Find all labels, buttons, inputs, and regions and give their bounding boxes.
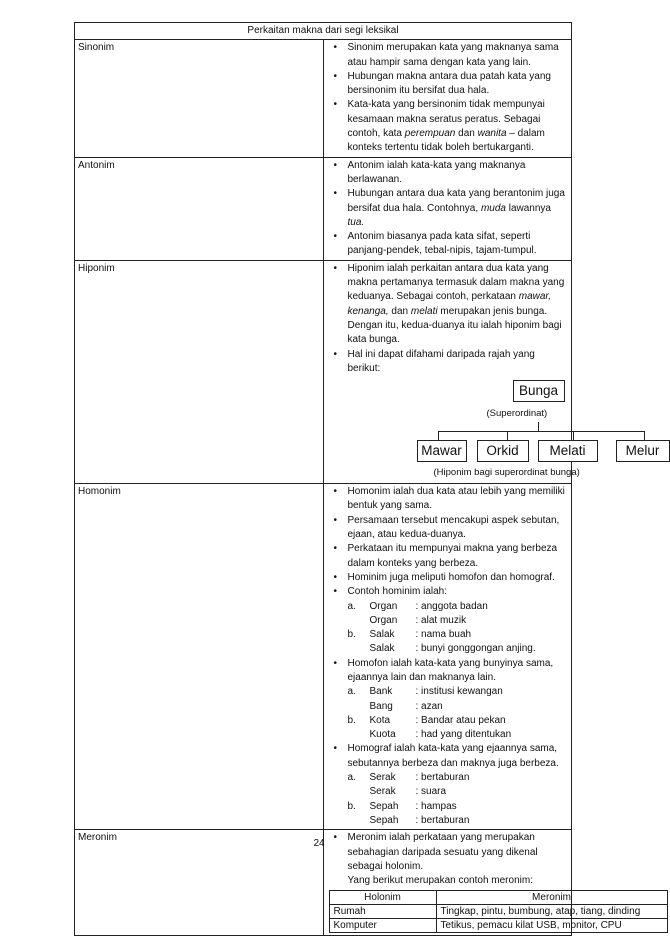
example-list: [348, 771, 569, 828]
diagram-child-box: Melati: [538, 440, 598, 462]
example-marker: [348, 642, 370, 656]
text: • Meronim ialah perkataan yang merupakan sebahagian daripada sesuatu yang dikenal sebagai holonim.: [347, 832, 538, 872]
antonim-bullet-3: • Antonim biasanya pada kata sifat, seperti panjang-pendek, tebal-nipis, tajam-tumpul.: [348, 230, 569, 259]
homonim-bullet-5: [348, 585, 569, 656]
homonim-bullet-4: • Hominim juga meliputi homofon dan homograf.: [348, 571, 569, 585]
example-marker: b.: [347, 629, 356, 641]
text: Yang berikut merupakan contoh meronim:: [347, 875, 533, 887]
term-meronim: Meronim: [75, 830, 324, 936]
example-marker: b.: [347, 714, 356, 726]
connector-line: [507, 431, 508, 440]
table-cell: Tetikus, pemacu kilat USB, monitor, CPU: [436, 919, 667, 933]
example-word: tua.: [347, 216, 365, 228]
example-marker: [348, 614, 370, 628]
table-title: Perkaitan makna dari segi leksikal: [75, 23, 572, 40]
desc-sinonim: [323, 40, 572, 157]
example-marker: [348, 814, 370, 828]
term-antonim: Antonim: [75, 157, 324, 260]
text: Hiponim ialah perkaitan antara dua kata yang makna pertamanya termasuk dalam makna yang keduanya. Sebagai contoh, perkataan: [347, 262, 565, 303]
table-row: [329, 919, 667, 933]
example-word: Serak: [369, 786, 396, 798]
hyponym-diagram: [327, 378, 660, 482]
text: lawannya: [505, 202, 551, 214]
example-word: melati: [410, 305, 438, 317]
hiponim-bullet-2: • Hal ini dapat difahami daripada rajah yang berikut:: [348, 348, 569, 377]
example-word: Kuota: [369, 729, 396, 741]
homonim-bullet-3: • Perkataan itu mempunyai makna yang berbeza dalam konteks yang berbeza.: [348, 542, 569, 571]
homonim-bullet-7: [348, 742, 569, 828]
example-meaning: : alat muzik: [415, 614, 467, 626]
text: Hubungan antara dua kata yang berantonim juga bersifat dua hala. Contohnya,: [347, 188, 565, 214]
term-hiponim: Hiponim: [75, 260, 324, 483]
example-word: mawar, kenanga,: [347, 291, 551, 317]
example-word: muda: [480, 202, 506, 214]
example-list: [348, 600, 569, 657]
example-word: Kota: [369, 714, 391, 726]
table-cell: Komputer: [329, 919, 436, 933]
example-marker: b.: [347, 800, 356, 812]
table-cell: Rumah: [329, 905, 436, 919]
example-meaning: : Bandar atau pekan: [415, 714, 506, 726]
table-header-row: [329, 891, 667, 905]
hiponim-bullet-1: [348, 262, 569, 348]
example-marker: [348, 785, 370, 799]
text: dan: [455, 128, 478, 140]
column-header: Meronim: [436, 891, 667, 905]
row-sinonim: [75, 40, 572, 157]
diagram-child-box: Melur: [616, 440, 670, 462]
example-word: Salak: [369, 643, 395, 655]
page-number: 24: [313, 838, 325, 849]
example-word: Organ: [369, 614, 398, 626]
example-word: Serak: [369, 772, 396, 784]
antonim-bullet-1: • Antonim ialah kata-kata yang maknanya berlawanan.: [348, 159, 569, 188]
sinonim-bullet-3: [348, 98, 569, 155]
diagram-root-label: (Superordinat): [486, 408, 548, 420]
text: dan: [388, 305, 411, 317]
homonim-bullet-6: [348, 657, 569, 743]
example-meaning: : institusi kewangan: [415, 686, 503, 698]
example-meaning: : anggota badan: [415, 600, 488, 612]
example-word: Bank: [369, 686, 393, 698]
example-meaning: : hampas: [415, 800, 457, 812]
sinonim-bullet-1: • Sinonim merupakan kata yang maknanya sama atau hampir sama dengan kata yang lain.: [348, 41, 569, 70]
table-row: [329, 905, 667, 919]
row-antonim: [75, 157, 572, 260]
text: • Contoh hominim ialah:: [347, 586, 447, 598]
example-word: Bang: [369, 700, 393, 712]
connector-line: [438, 431, 439, 440]
connector-line: [644, 431, 645, 440]
term-sinonim: Sinonim: [75, 40, 324, 157]
row-hiponim: [75, 260, 572, 483]
lexical-meaning-table: [74, 22, 660, 936]
example-marker: a.: [347, 600, 356, 612]
connector-line: [573, 431, 574, 440]
document-page: [74, 22, 660, 936]
example-marker: [348, 700, 370, 714]
connector-line: [538, 422, 539, 431]
diagram-child-box: Mawar: [417, 440, 467, 462]
desc-antonim: [323, 157, 572, 260]
text: Kata-kata yang bersinonim tidak mempunyai kesamaan makna seratus peratus. Sebagai contoh, kata: [347, 99, 545, 140]
example-meaning: : bunyi gonggongan anjing.: [415, 643, 536, 655]
example-meaning: : had yang ditentukan: [415, 729, 512, 741]
term-homonim: Homonim: [75, 484, 324, 830]
table-cell: Tingkap, pintu, bumbung, atap, tiang, dinding: [436, 905, 667, 919]
column-header: Holonim: [329, 891, 436, 905]
text: merupakan jenis bunga. Dengan itu, kedua-duanya itu ialah hiponim bagi kata bunga.: [347, 305, 562, 346]
desc-homonim: [323, 484, 572, 830]
example-list: [348, 685, 569, 742]
diagram-children-label: (Hiponim bagi superordinat bunga): [433, 467, 580, 479]
example-word: Salak: [369, 629, 395, 641]
example-word: Organ: [369, 600, 398, 612]
desc-hiponim: [323, 260, 660, 483]
sinonim-bullet-2: • Hubungan makna antara dua patah kata yang bersinonim itu bersifat dua hala.: [348, 70, 569, 99]
homonim-bullet-2: • Persamaan tersebut mencakupi aspek sebutan, ejaan, atau kedua-duanya.: [348, 514, 569, 543]
text: • Homofon ialah kata-kata yang bunyinya sama, ejaannya lain dan maknanya lain.: [347, 657, 554, 683]
diagram-child-box: Orkid: [477, 440, 529, 462]
text: • Homograf ialah kata-kata yang ejaannya sama, sebutannya berbeza dan maknya juga berbeza.: [347, 743, 559, 769]
example-marker: a.: [347, 772, 356, 784]
antonim-bullet-2: [348, 187, 569, 230]
diagram-root-box: Bunga: [513, 380, 565, 402]
example-meaning: : bertaburan: [415, 814, 470, 826]
connector-line: [438, 431, 644, 432]
example-meaning: : nama buah: [415, 629, 472, 641]
example-meaning: : suara: [415, 786, 447, 798]
example-marker: [348, 728, 370, 742]
example-meaning: : bertaburan: [415, 772, 470, 784]
example-word: Sepah: [369, 814, 399, 826]
example-marker: a.: [347, 686, 356, 698]
example-word: Sepah: [369, 800, 399, 812]
row-homonim: [75, 484, 572, 830]
homonim-bullet-1: • Homonim ialah dua kata atau lebih yang memiliki bentuk yang sama.: [348, 485, 569, 514]
example-meaning: : azan: [415, 700, 443, 712]
example-word: wanita: [477, 128, 507, 140]
text: – dalam konteks tertentu tidak boleh bertukarganti.: [347, 128, 545, 154]
meronim-table: [329, 890, 668, 933]
example-word: perempuan: [404, 128, 456, 140]
